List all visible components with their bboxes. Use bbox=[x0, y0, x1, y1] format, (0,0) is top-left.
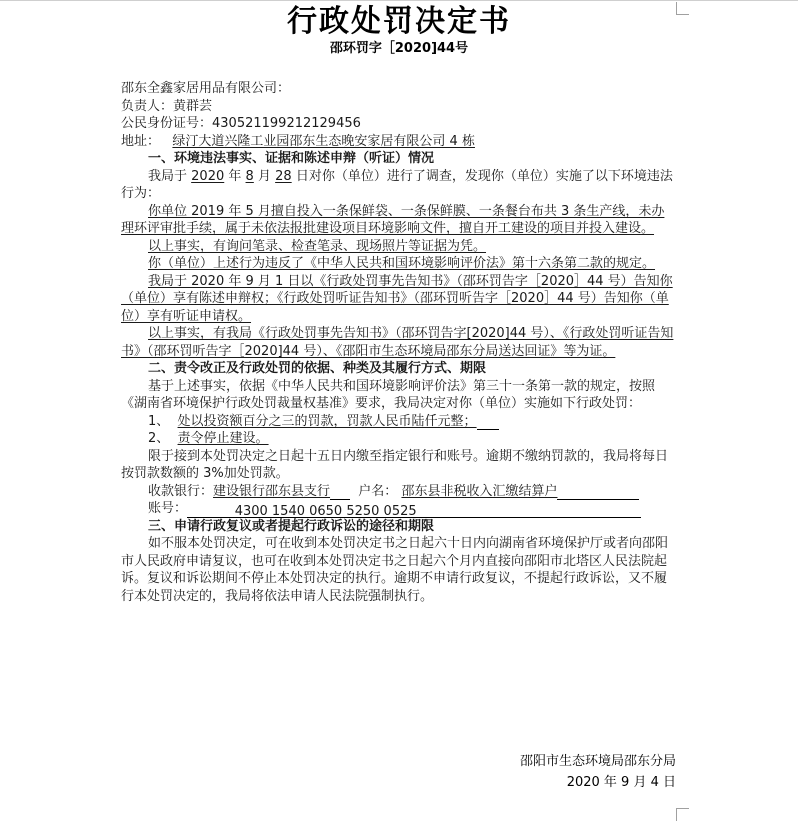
law-violated: 你（单位）上述行为违反了《中华人民共和国环境影响评价法》第十六条第二款的规定。 bbox=[148, 256, 656, 271]
responsible-name: 黄群芸 bbox=[173, 98, 213, 114]
penalty-item-2-text: 责令停止建设。 bbox=[177, 431, 269, 446]
account-label: 账号： bbox=[148, 501, 188, 516]
section-1-heading: 一、环境违法事实、证据和陈述申辩（听证）情况 bbox=[148, 151, 435, 166]
proof-statement: 以上事实，有我局《行政处罚事先告知书》（邵环罚告字[2020]44 号）、《行政处罚听证告知书》（邵环罚听告字［2020]44 号）、《邵阳市生态环境局邵东分局送达回证》等为证。 bbox=[121, 326, 674, 359]
investigation-prefix: 我局于 bbox=[148, 168, 188, 184]
investigation-suffix: 日对你（单位）进行了调查，发现你（单位）实施了以下环境违法行为： bbox=[121, 168, 673, 201]
section-2-heading: 二、责令改正及行政处罚的依据、种类及其履行方式、期限 bbox=[148, 361, 487, 376]
account-number: 4300 1540 0650 5250 0525 bbox=[234, 503, 417, 519]
responsible-label: 负责人： bbox=[121, 98, 174, 114]
bank-label: 收款银行： bbox=[148, 483, 214, 499]
section-1-investigation bbox=[121, 168, 677, 203]
payment-terms: 限于接到本处罚决定之日起十五日内缴至指定银行和账号。逾期不缴纳罚款的，我局将每日按罚款数额的 3%加处罚款。 bbox=[121, 448, 669, 481]
id-label: 公民身份证号： bbox=[121, 116, 213, 131]
address-line bbox=[121, 133, 677, 151]
penalty-item-1-text: 处以投资额百分之三的罚款，罚款人民币陆仟元整； bbox=[177, 413, 477, 429]
payee-label: 户名： bbox=[358, 483, 398, 499]
investigation-day: 28 bbox=[275, 168, 292, 184]
id-line bbox=[121, 115, 677, 133]
bank-name: 建设银行邵东县支行 bbox=[213, 483, 331, 499]
investigation-month: 8 bbox=[245, 168, 254, 184]
penalty-item-1 bbox=[121, 413, 677, 431]
penalty-item-2 bbox=[121, 430, 677, 448]
investigation-year: 2020 bbox=[191, 168, 225, 184]
page-top-border bbox=[0, 0, 798, 1]
bank-line bbox=[121, 483, 677, 501]
investigation-month-unit: 月 bbox=[257, 168, 271, 184]
section-3-heading: 三、申请行政复议或者提起行政诉讼的途径和期限 bbox=[148, 518, 435, 534]
document-number: 邵环罚字［2020]44号 bbox=[329, 41, 469, 56]
issuing-authority: 邵阳市生态环境局邵东分局 bbox=[519, 754, 676, 769]
evidence-statement: 以上事实，有询问笔录、检查笔录、现场照片等证据为凭。 bbox=[148, 238, 487, 254]
address-label: 地址： bbox=[121, 133, 161, 149]
account-line bbox=[121, 500, 677, 518]
account-underline bbox=[187, 503, 641, 518]
penalty-basis: 基于上述事实，依据《中华人民共和国环境影响评价法》第三十一条第一款的规定，按照《湖南省环境保护行政处罚裁量权基准》要求，我局决定对你（单位）实施如下行政处罚： bbox=[121, 378, 656, 411]
rights-notice: 我局于 2020 年 9 月 1 日以《行政处罚事先告知书》（邵环罚告字［2020］44 号）告知你（单位）享有陈述申辩权；《行政处罚听证告知书》（邵环罚听告字［2020］44 号）告知你（单位）享有听证申请权。 bbox=[121, 273, 673, 324]
responsible-line bbox=[121, 98, 677, 116]
address-value: 绿汀大道兴隆工业园邵东生态晚安家居有限公司 4 栋 bbox=[172, 133, 475, 149]
id-number: 430521199212129456 bbox=[212, 116, 361, 131]
crop-mark-bottom-right bbox=[676, 808, 689, 821]
document-body bbox=[121, 80, 677, 605]
underline-blank bbox=[477, 415, 499, 430]
underline-blank bbox=[330, 485, 350, 500]
investigation-year-unit: 年 bbox=[228, 168, 242, 184]
payee-name: 邵东县非税收入汇缴结算户 bbox=[401, 483, 558, 499]
issue-date: 2020 年 9 月 4 日 bbox=[566, 775, 676, 790]
recipient-company: 邵东全鑫家居用品有限公司： bbox=[121, 81, 291, 96]
appeal-instructions: 如不服本处罚决定，可在收到本处罚决定书之日起六十日内向湖南省环境保护厅或者向邵阳市人民政府申请复议，也可在收到本处罚决定书之日起六个月内直接向邵阳市北塔区人民法院起诉。复议和诉讼期间不停止本处罚决定的执行。逾期不申请行政复议，不提起行政诉讼，又不履行本处罚决定的，我局将依法申请人民法院强制执行。 bbox=[121, 536, 669, 604]
violation-description: 你单位 2019 年 5 月擅自投入一条保鲜袋、一条保鲜膜、一条餐台布共 3 条生产线，未办理环评审批手续，属于未依法报批建设项目环境影响文件，擅自开工建设的项目并投入建设。 bbox=[121, 203, 665, 236]
penalty-item-1-number: 1、 bbox=[148, 413, 170, 429]
penalty-item-2-number: 2、 bbox=[148, 431, 170, 446]
document-title: 行政处罚决定书 bbox=[287, 4, 511, 39]
underline-blank bbox=[557, 485, 639, 500]
